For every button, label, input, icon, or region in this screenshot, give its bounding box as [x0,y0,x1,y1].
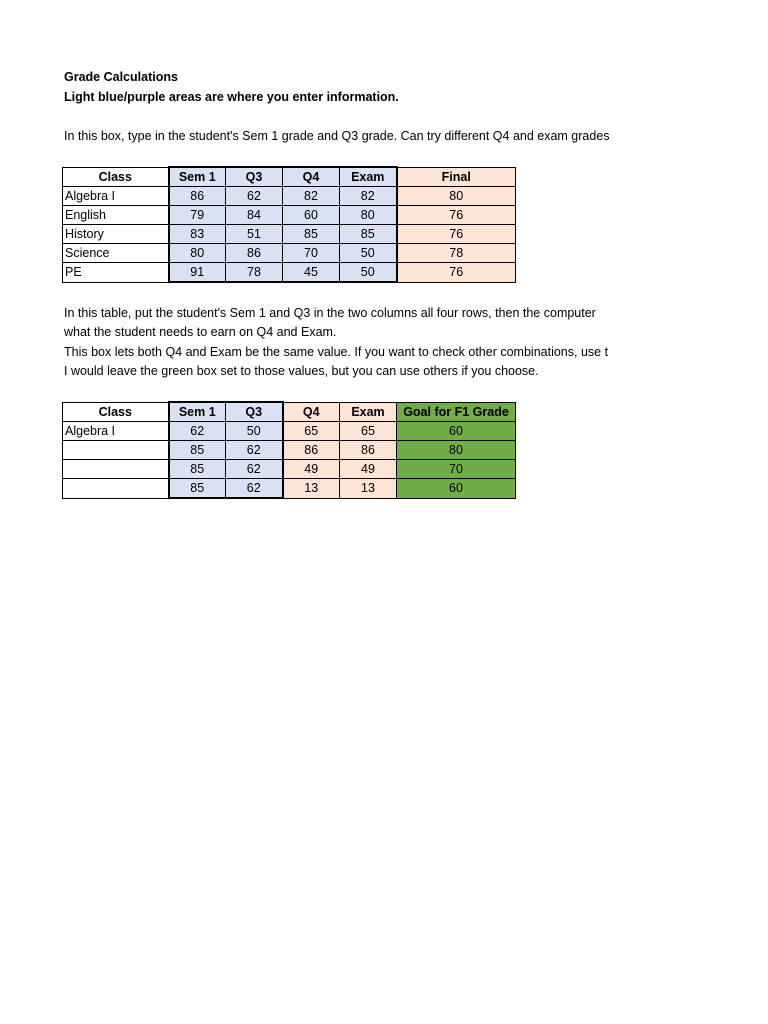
exam-cell: 86 [340,441,397,460]
header-goal: Goal for F1 Grade [397,402,516,422]
header-q3: Q3 [226,167,283,187]
q3-cell[interactable]: 84 [226,206,283,225]
class-cell: PE [63,263,169,283]
table-row [63,206,516,225]
table-header-row [63,167,516,187]
table-row [63,187,516,206]
grade-table-final [62,166,516,283]
q4-cell: 49 [283,460,340,479]
class-cell: History [63,225,169,244]
q3-cell[interactable]: 62 [226,479,283,499]
grade-table-goal [62,401,516,499]
header-class: Class [63,402,169,422]
class-cell [63,479,169,499]
header-sem1: Sem 1 [169,167,226,187]
class-cell: English [63,206,169,225]
table-row [63,441,516,460]
goal-cell[interactable]: 80 [397,441,516,460]
final-cell: 78 [397,244,516,263]
q4-cell[interactable]: 82 [283,187,340,206]
table-row [63,460,516,479]
instructions-table2-line3: This box lets both Q4 and Exam be the same value. If you want to check other combinations, use t [64,345,609,359]
q4-cell: 65 [283,422,340,441]
sem1-cell[interactable]: 85 [169,460,226,479]
final-cell: 76 [397,206,516,225]
header-q4: Q4 [283,402,340,422]
header-final: Final [397,167,516,187]
goal-cell[interactable]: 70 [397,460,516,479]
goal-cell[interactable]: 60 [397,422,516,441]
final-cell: 80 [397,187,516,206]
table-row [63,244,516,263]
table-row [63,422,516,441]
table-row [63,479,516,499]
header-exam: Exam [340,167,397,187]
q3-cell[interactable]: 78 [226,263,283,283]
instructions-table2-line2: what the student needs to earn on Q4 and Exam. [64,325,337,339]
exam-cell[interactable]: 80 [340,206,397,225]
class-cell: Algebra I [63,187,169,206]
table-row [63,263,516,283]
exam-cell[interactable]: 82 [340,187,397,206]
exam-cell: 65 [340,422,397,441]
q4-cell[interactable]: 60 [283,206,340,225]
header-class: Class [63,167,169,187]
q3-cell[interactable]: 50 [226,422,283,441]
q4-cell: 13 [283,479,340,499]
exam-cell[interactable]: 50 [340,263,397,283]
q3-cell[interactable]: 51 [226,225,283,244]
sem1-cell[interactable]: 85 [169,479,226,499]
table-row [63,225,516,244]
q3-cell[interactable]: 86 [226,244,283,263]
exam-cell[interactable]: 85 [340,225,397,244]
exam-cell[interactable]: 50 [340,244,397,263]
sem1-cell[interactable]: 62 [169,422,226,441]
exam-cell: 49 [340,460,397,479]
final-cell: 76 [397,263,516,283]
sem1-cell[interactable]: 86 [169,187,226,206]
class-cell: Science [63,244,169,263]
final-cell: 76 [397,225,516,244]
sem1-cell[interactable]: 79 [169,206,226,225]
q4-cell[interactable]: 70 [283,244,340,263]
class-cell [63,441,169,460]
q4-cell: 86 [283,441,340,460]
instructions-box1: In this box, type in the student's Sem 1 grade and Q3 grade. Can try different Q4 and exam grades [64,129,610,143]
q4-cell[interactable]: 85 [283,225,340,244]
q4-cell[interactable]: 45 [283,263,340,283]
sem1-cell[interactable]: 80 [169,244,226,263]
page-subtitle: Light blue/purple areas are where you enter information. [64,90,399,104]
header-q3: Q3 [226,402,283,422]
header-q4: Q4 [283,167,340,187]
header-exam: Exam [340,402,397,422]
page-title: Grade Calculations [64,70,178,84]
instructions-table2-line4: I would leave the green box set to those values, but you can use others if you choose. [64,364,539,378]
class-cell: Algebra I [63,422,169,441]
exam-cell: 13 [340,479,397,499]
q3-cell[interactable]: 62 [226,187,283,206]
sem1-cell[interactable]: 83 [169,225,226,244]
goal-cell[interactable]: 60 [397,479,516,499]
q3-cell[interactable]: 62 [226,460,283,479]
sem1-cell[interactable]: 91 [169,263,226,283]
sem1-cell[interactable]: 85 [169,441,226,460]
q3-cell[interactable]: 62 [226,441,283,460]
instructions-table2-line1: In this table, put the student's Sem 1 and Q3 in the two columns all four rows, then the computer [64,306,596,320]
header-sem1: Sem 1 [169,402,226,422]
class-cell [63,460,169,479]
table-header-row [63,402,516,422]
